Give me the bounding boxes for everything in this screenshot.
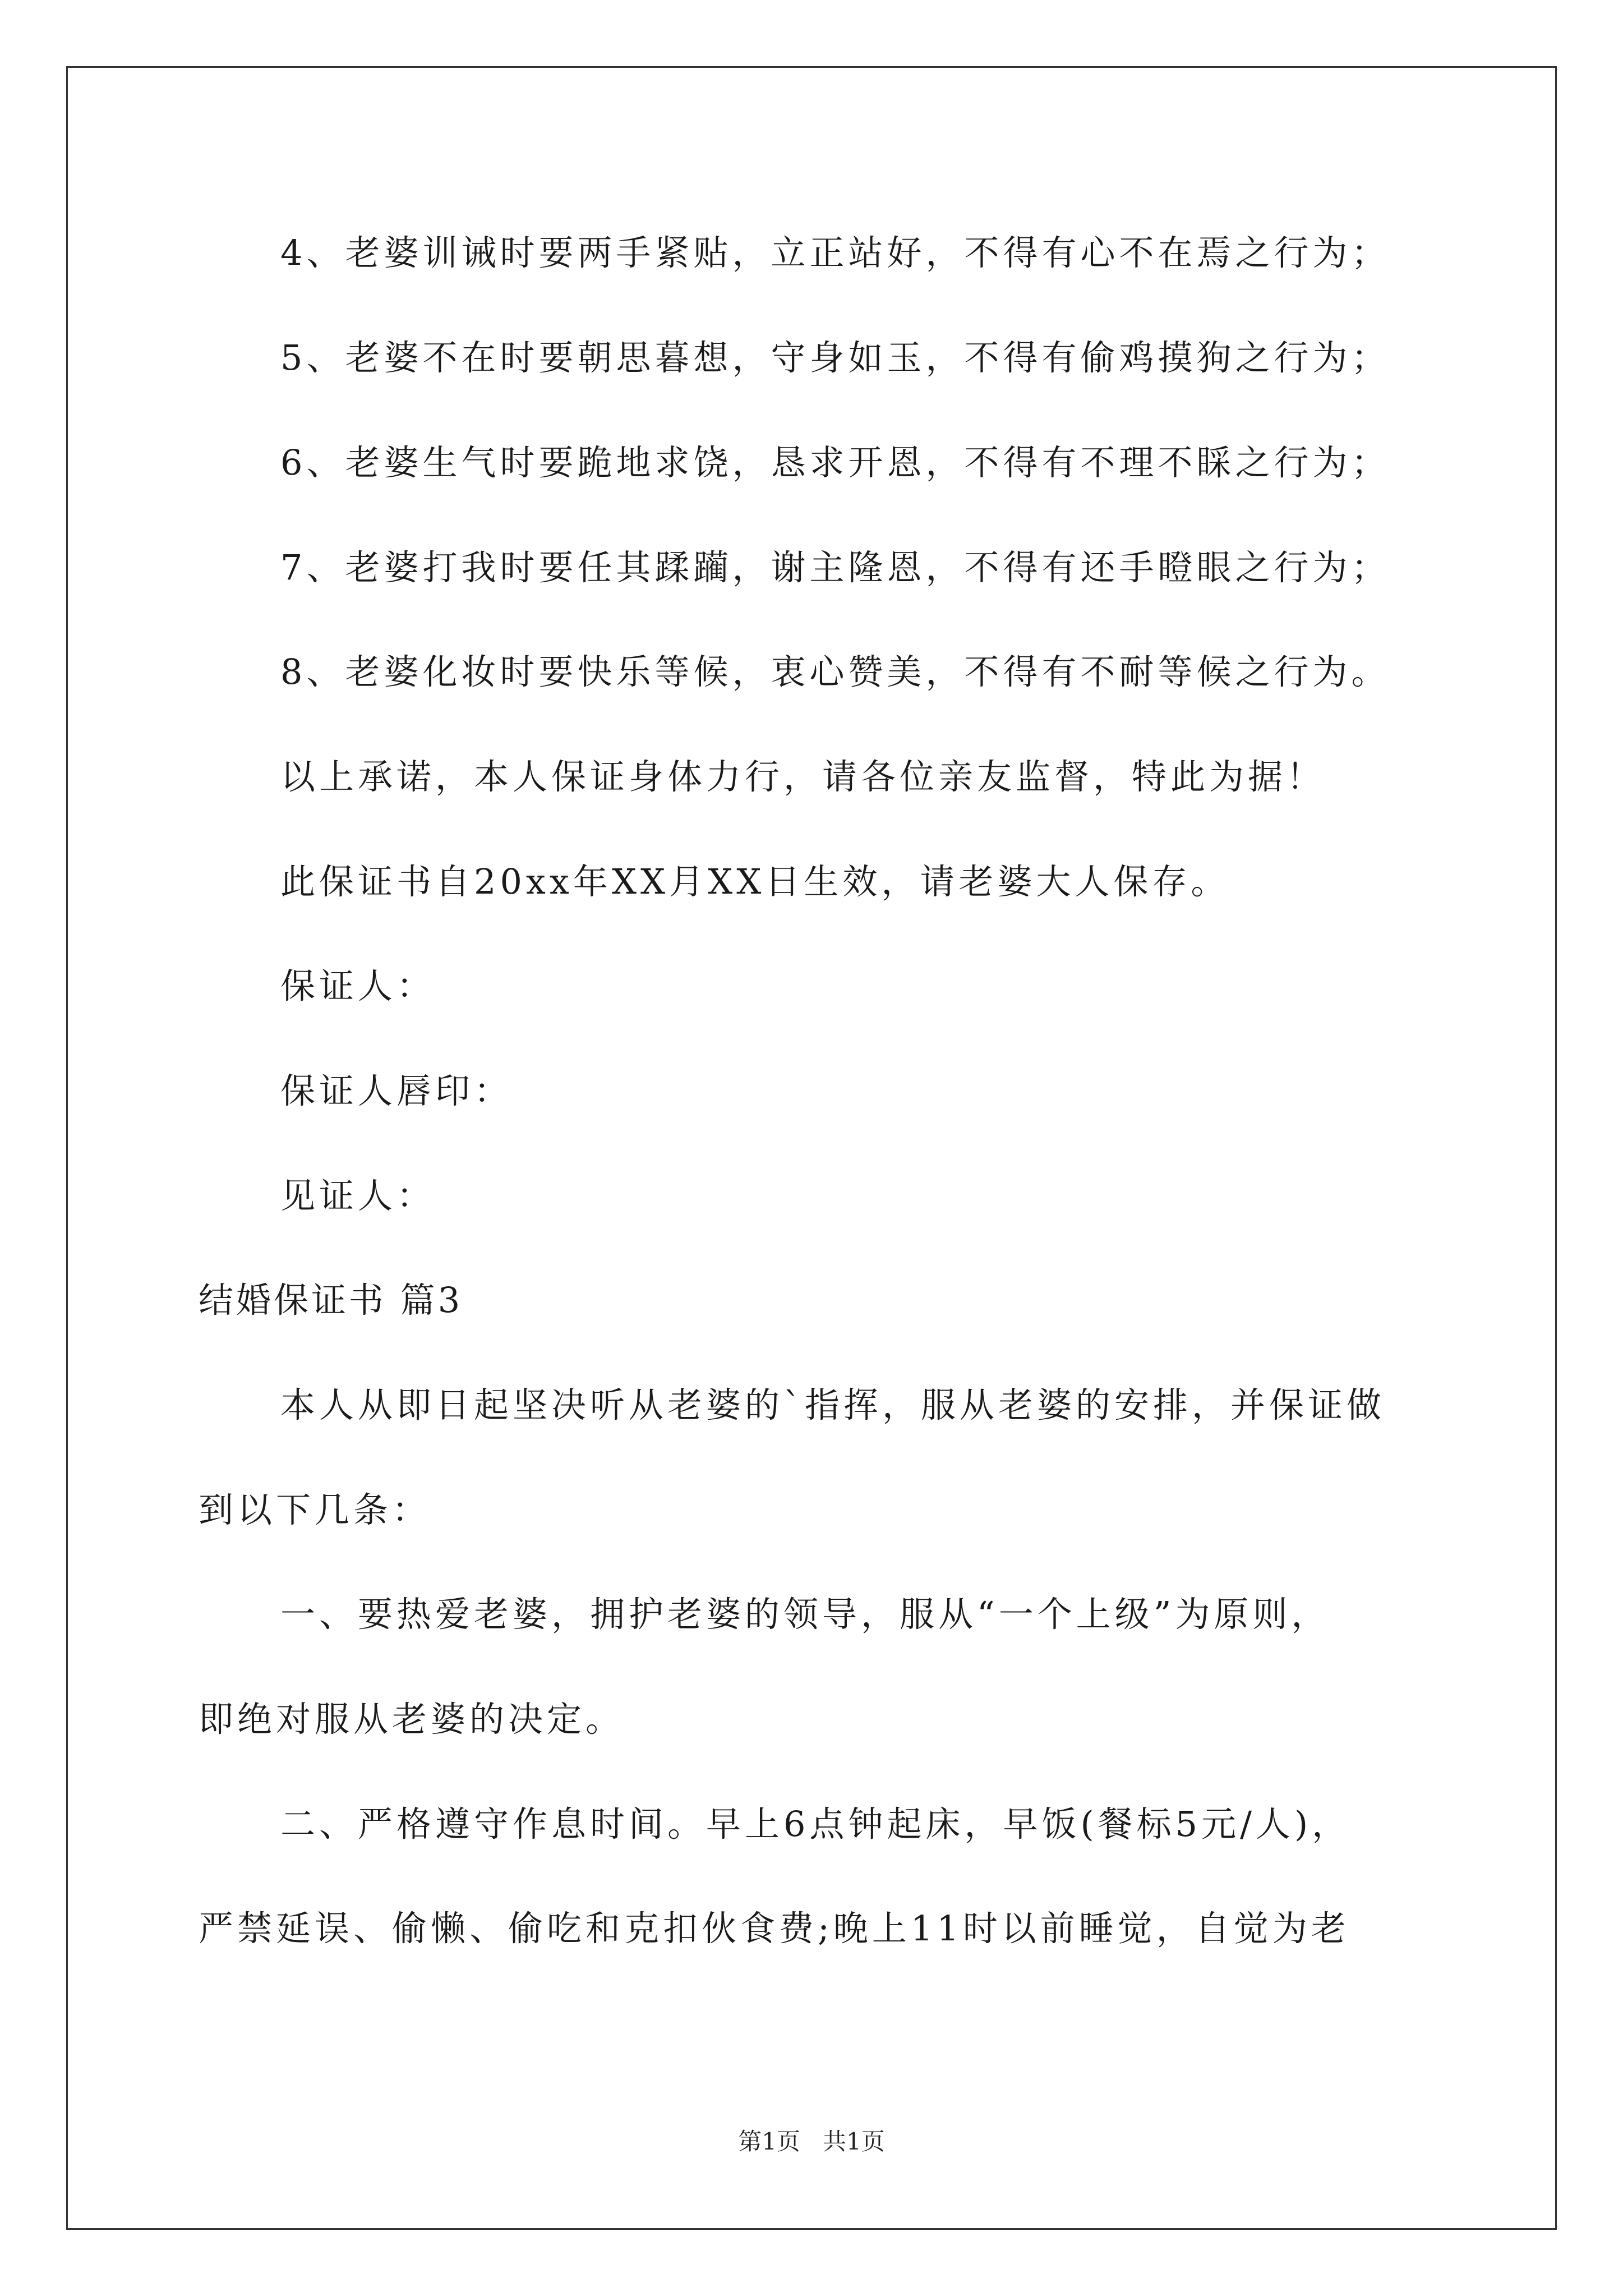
page-number-footer: 第1页 共1页: [738, 2128, 885, 2155]
rule-5: 5、老婆不在时要朝思暮想，守身如玉，不得有偷鸡摸狗之行为；: [280, 337, 1390, 378]
item-1-line-1: 一、要热爱老婆，拥护老婆的领导，服从“一个上级”为原则，: [280, 1594, 1330, 1635]
rule-4: 4、老婆训诫时要两手紧贴，立正站好，不得有心不在焉之行为；: [280, 232, 1390, 273]
guarantor-lip-print-label: 保证人唇印：: [280, 1070, 513, 1111]
page-border: [66, 66, 1557, 2230]
pledge-statement: 以上承诺，本人保证身体力行，请各位亲友监督，特此为据！: [280, 756, 1326, 797]
item-2-line-1: 二、严格遵守作息时间。早上6点钟起床，早饭(餐标5元/人)，: [280, 1803, 1351, 1844]
rule-7: 7、老婆打我时要任其蹂躏，谢主隆恩，不得有还手瞪眼之行为；: [280, 547, 1390, 588]
section-heading: 结婚保证书 篇3: [199, 1280, 463, 1320]
witness-label: 见证人：: [280, 1175, 436, 1216]
rule-8: 8、老婆化妆时要快乐等候，衷心赞美，不得有不耐等候之行为。: [280, 651, 1390, 692]
intro-paragraph-line-1: 本人从即日起坚决听从老婆的`指挥，服从老婆的安排，并保证做: [280, 1384, 1386, 1425]
intro-paragraph-line-2: 到以下几条：: [199, 1489, 431, 1530]
rule-6: 6、老婆生气时要跪地求饶，恳求开恩，不得有不理不睬之行为；: [280, 442, 1390, 483]
item-1-line-2: 即绝对服从老婆的决定。: [199, 1699, 625, 1740]
effective-date-statement: 此保证书自20xx年XX月XX日生效，请老婆大人保存。: [280, 861, 1230, 902]
guarantor-label: 保证人：: [280, 965, 436, 1006]
item-2-line-2: 严禁延误、偷懒、偷吃和克扣伙食费;晚上11时以前睡觉，自觉为老: [199, 1908, 1350, 1949]
